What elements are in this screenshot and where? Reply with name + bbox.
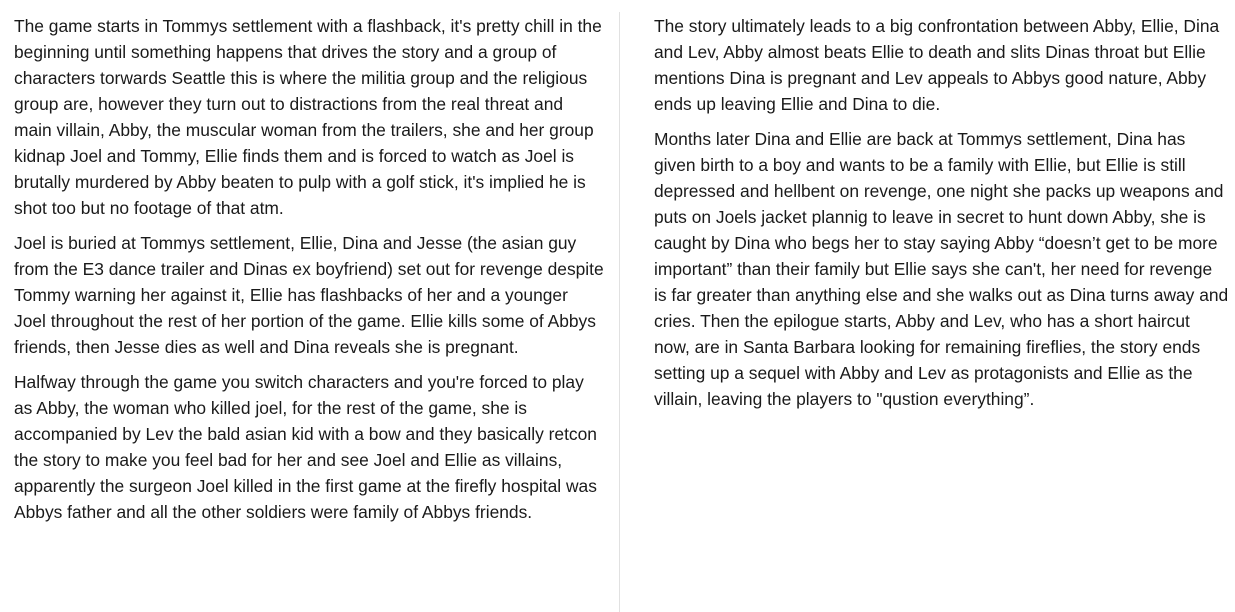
right-text-column — [654, 13, 1229, 421]
column-divider — [619, 12, 620, 612]
paragraph: Months later Dina and Ellie are back at Tommys settlement, Dina has given birth to a boy and wants to be a family with Ellie, but Ellie is still depressed and hellbent on revenge, one night she packs up weapons and puts on Joels jacket plannig to leave in secret to hunt down Abby, she is caught by Dina who begs her to stay saying Abby “doesn’t get to be more important” than their family but Ellie says she can't, her need for revenge is far greater than anything else and she walks out as Dina turns away and cries. Then the epilogue starts, Abby and Lev, who has a short haircut now, are in Santa Barbara looking for remaining fireflies, the story ends setting up a sequel with Abby and Lev as protagonists and Ellie as the villain, leaving the players to "qustion everything”. — [654, 129, 1229, 409]
left-text-column — [14, 13, 604, 534]
paragraph: Halfway through the game you switch characters and you're forced to play as Abby, the woman who killed joel, for the rest of the game, she is accompanied by Lev the bald asian kid with a bow and they basically retcon the story to make you feel bad for her and see Joel and Ellie as villains, apparently the surgeon Joel killed in the first game at the firefly hospital was Abbys father and all the other soldiers were family of Abbys friends. — [14, 372, 597, 522]
paragraph: The game starts in Tommys settlement with a flashback, it's pretty chill in the beginning until something happens that drives the story and a group of characters torwards Seattle this is where the militia group and the religious group are, however they turn out to distractions from the real threat and main villain, Abby, the muscular woman from the trailers, she and her group kidnap Joel and Tommy, Ellie finds them and is forced to watch as Joel is brutally murdered by Abby beaten to pulp with a golf stick, it's implied he is shot too but no footage of that atm. — [14, 16, 602, 218]
paragraph: Joel is buried at Tommys settlement, Ellie, Dina and Jesse (the asian guy from the E3 dance trailer and Dinas ex boyfriend) set out for revenge despite Tommy warning her against it, Ellie has flashbacks of her and a younger Joel throughout the rest of her portion of the game. Ellie kills some of Abbys friends, then Jesse dies as well and Dina reveals she is pregnant. — [14, 233, 604, 357]
paragraph: The story ultimately leads to a big confrontation between Abby, Ellie, Dina and Lev, Abby almost beats Ellie to death and slits Dinas throat but Ellie mentions Dina is pregnant and Lev appeals to Abbys good nature, Abby ends up leaving Ellie and Dina to die. — [654, 16, 1220, 114]
